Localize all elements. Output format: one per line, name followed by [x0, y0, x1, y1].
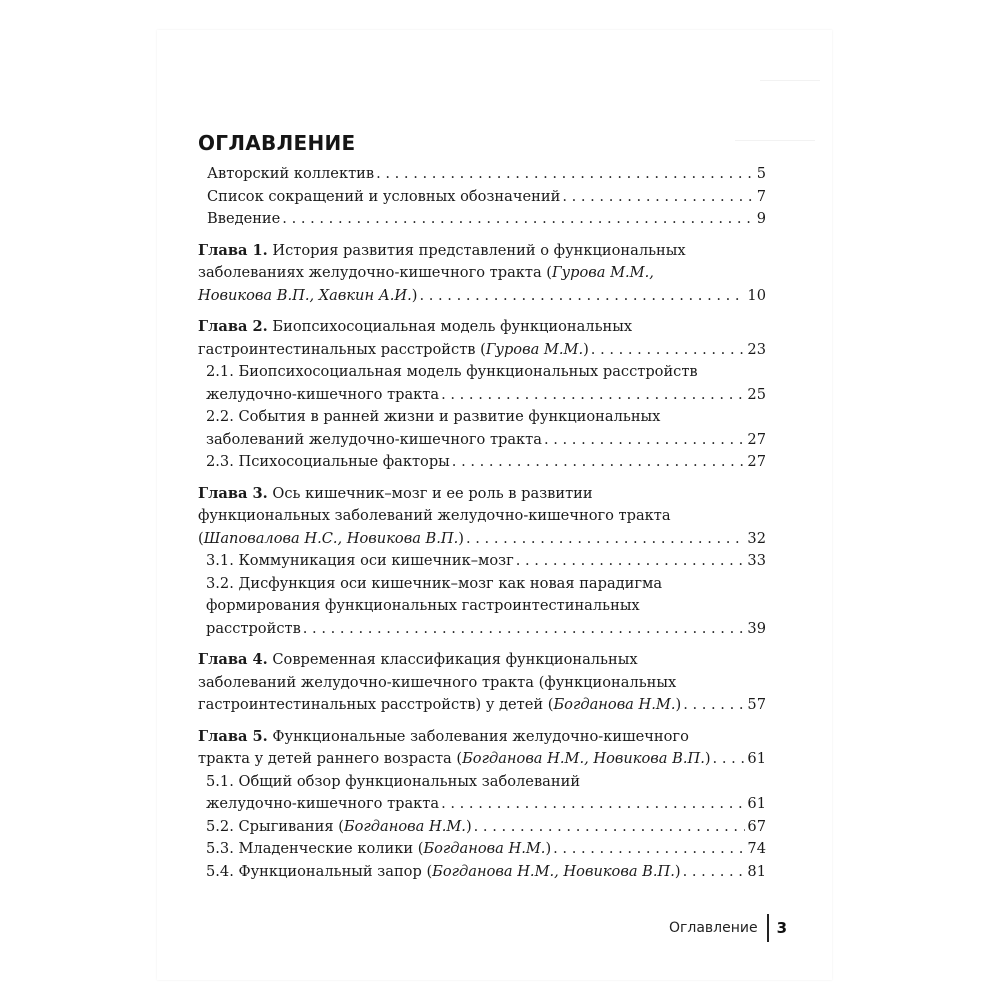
entry-authors: Богданова Н.М., Новикова В.П. — [462, 750, 705, 767]
entry-title: 5.4. Функциональный запор ( — [206, 862, 433, 880]
toc-line — [198, 339, 766, 362]
toc-line-text — [198, 483, 593, 506]
dot-leader — [303, 618, 746, 641]
bleed-through-mark — [760, 80, 820, 81]
toc-line-text — [206, 451, 450, 474]
bleed-through-mark — [735, 140, 815, 141]
toc-line — [206, 771, 766, 794]
toc-line-text — [198, 672, 676, 695]
entry-punctuation: ) — [458, 529, 464, 547]
dot-leader — [466, 528, 745, 551]
toc-subsection[interactable] — [198, 771, 766, 816]
entry-title: Биопсихосоциальная модель функциональных — [267, 318, 633, 335]
toc-line — [198, 262, 766, 285]
toc-line — [206, 861, 766, 884]
running-footer — [669, 914, 787, 942]
dot-leader — [713, 748, 746, 771]
entry-title: желудочно-кишечного тракта — [206, 795, 440, 812]
toc-line — [206, 451, 766, 474]
toc-line — [198, 528, 766, 551]
footer-page-number: 3 — [776, 919, 788, 937]
toc-line — [206, 361, 766, 384]
toc-chapter[interactable] — [198, 726, 766, 771]
entry-title: Авторский коллектив — [207, 165, 375, 182]
entry-authors: Богданова Н.М. — [553, 696, 676, 713]
toc-chapter[interactable] — [198, 240, 766, 308]
toc-entry[interactable] — [198, 163, 766, 186]
toc-chapter[interactable] — [198, 316, 766, 361]
dot-leader — [441, 793, 745, 816]
toc-subsection[interactable] — [198, 406, 766, 451]
toc-line — [207, 208, 766, 231]
toc-line-text — [206, 406, 660, 429]
toc-line — [198, 748, 766, 771]
chapter-label: Глава 3. — [198, 484, 268, 502]
page-number: 27 — [747, 453, 766, 470]
entry-title: Ось кишечник–мозг и ее роль в развитии — [267, 484, 593, 502]
page-number: 81 — [747, 862, 766, 880]
toc-chapter[interactable] — [198, 649, 766, 717]
footer-divider — [767, 914, 769, 942]
toc-line-text — [198, 316, 632, 339]
toc-line-text — [206, 550, 514, 573]
entry-title: 2.3. Психосоциальные факторы — [206, 453, 450, 470]
entry-title: 2.1. Биопсихосоциальная модель функциональных расстройств — [206, 363, 698, 380]
entry-title: гастроинтестинальных расстройств) у детей ( — [198, 696, 554, 713]
page-number: 25 — [747, 385, 766, 403]
entry-title: заболеваниях желудочно-кишечного тракта ( — [198, 264, 552, 281]
toc-line-text — [206, 816, 472, 839]
entry-title: 3.1. Коммуникация оси кишечник–мозг — [206, 552, 514, 569]
entry-title: функциональных заболеваний желудочно-кишечного тракта — [198, 507, 671, 524]
entry-title: 5.1. Общий обзор функциональных заболеваний — [206, 772, 581, 790]
entry-authors: Гурова М.М., — [552, 264, 654, 281]
page-number: 57 — [747, 696, 766, 713]
chapter-label: Глава 5. — [198, 727, 268, 745]
entry-title: История развития представлений о функциональных — [267, 241, 686, 259]
page-number: 74 — [747, 840, 766, 857]
toc-line — [198, 316, 766, 339]
toc-line-text — [198, 726, 689, 749]
footer-section-title: Оглавление — [669, 920, 758, 936]
toc-line — [206, 793, 766, 816]
dot-leader — [562, 186, 754, 209]
toc-line — [207, 163, 766, 186]
toc-line — [198, 505, 766, 528]
toc-subsection[interactable] — [198, 838, 766, 861]
toc-line — [206, 550, 766, 573]
toc-line — [206, 816, 766, 839]
toc-line — [206, 595, 766, 618]
dot-leader — [419, 285, 745, 308]
toc-subsection[interactable] — [198, 573, 766, 641]
entry-title: Современная классификация функциональных — [267, 651, 638, 668]
entry-authors: Богданова Н.М. — [343, 817, 466, 835]
entry-title: заболеваний желудочно-кишечного тракта — [206, 430, 542, 448]
page-number: 67 — [747, 817, 766, 835]
entry-title: 3.2. Дисфункция оси кишечник–мозг как новая парадигма — [206, 574, 663, 592]
page-number: 10 — [747, 286, 766, 304]
toc-subsection[interactable] — [198, 861, 766, 884]
page-number: 33 — [747, 552, 766, 569]
entry-title: 2.2. События в ранней жизни и развитие функциональных — [206, 408, 661, 425]
toc-line — [206, 406, 766, 429]
dot-leader — [683, 694, 745, 717]
chapter-label: Глава 2. — [198, 318, 268, 335]
toc-line-text — [206, 573, 662, 596]
dot-leader — [516, 550, 746, 573]
toc-line-text — [198, 339, 589, 362]
entry-title: расстройств — [206, 619, 301, 637]
toc-line — [198, 285, 766, 308]
page-number: 9 — [756, 210, 766, 227]
page-number: 61 — [747, 750, 766, 767]
entry-punctuation: ) — [545, 840, 552, 857]
page-title: ОГЛАВЛЕНИЕ — [198, 131, 356, 155]
toc-line-text — [198, 240, 686, 263]
dot-leader — [376, 163, 755, 186]
entry-title: ( — [198, 529, 204, 547]
toc-line — [206, 618, 766, 641]
toc-line — [198, 483, 766, 506]
toc-line-text — [198, 528, 464, 551]
entry-punctuation: ) — [675, 696, 682, 713]
page-number: 5 — [756, 165, 766, 182]
toc-line-text — [198, 285, 417, 308]
toc-line-text — [206, 361, 698, 384]
toc-line — [198, 694, 766, 717]
entry-title: желудочно-кишечного тракта — [206, 385, 440, 403]
entry-authors: Богданова Н.М. — [423, 840, 546, 857]
toc-line-text — [198, 262, 654, 285]
entry-punctuation: ) — [411, 286, 418, 304]
entry-authors: Новикова В.П., Хавкин А.И. — [198, 286, 412, 304]
toc-line — [206, 573, 766, 596]
dot-leader — [474, 816, 746, 839]
toc-line — [207, 186, 766, 209]
toc-subsection[interactable] — [198, 451, 766, 474]
dot-leader — [591, 339, 746, 362]
toc-line-text — [198, 694, 681, 717]
toc-entry[interactable] — [198, 186, 766, 209]
toc-line — [206, 429, 766, 452]
dot-leader — [544, 429, 745, 452]
page-number: 27 — [747, 430, 766, 448]
toc-line-text — [206, 618, 301, 641]
toc-line — [198, 649, 766, 672]
entry-title: Введение — [207, 210, 281, 227]
toc-line-text — [207, 163, 374, 186]
entry-authors: Гурова М.М. — [485, 340, 584, 358]
page-number: 61 — [747, 795, 766, 812]
toc-line-text — [206, 861, 681, 884]
page-number: 32 — [747, 529, 766, 547]
dot-leader — [452, 451, 746, 474]
toc-subsection[interactable] — [198, 816, 766, 839]
entry-punctuation: ) — [583, 340, 589, 358]
dot-leader — [683, 861, 746, 884]
dot-leader — [553, 838, 745, 861]
toc-chapter[interactable] — [198, 483, 766, 551]
entry-title: тракта у детей раннего возраста ( — [198, 750, 463, 767]
chapter-label: Глава 4. — [198, 651, 268, 668]
entry-title: гастроинтестинальных расстройств ( — [198, 340, 486, 358]
toc-line-text — [206, 771, 580, 794]
toc-line-text — [206, 384, 439, 407]
toc-line-text — [198, 649, 638, 672]
page-number: 7 — [756, 187, 766, 205]
toc-line-text — [207, 186, 560, 209]
toc-subsection[interactable] — [198, 361, 766, 406]
toc-line-text — [206, 838, 551, 861]
page-number: 39 — [747, 619, 766, 637]
toc-line-text — [206, 595, 640, 618]
entry-authors: Шаповалова Н.С., Новикова В.П. — [203, 529, 459, 547]
toc-line — [198, 726, 766, 749]
toc-line — [198, 240, 766, 263]
entry-title: 5.2. Срыгивания ( — [206, 817, 344, 835]
chapter-label: Глава 1. — [198, 241, 268, 259]
entry-punctuation: ) — [674, 862, 681, 880]
dot-leader — [282, 208, 754, 231]
entry-title: Список сокращений и условных обозначений — [207, 187, 561, 205]
page-number: 23 — [747, 340, 766, 358]
table-of-contents — [198, 163, 766, 883]
toc-subsection[interactable] — [198, 550, 766, 573]
toc-line-text — [198, 748, 711, 771]
entry-authors: Богданова Н.М., Новикова В.П. — [432, 862, 675, 880]
toc-line — [206, 838, 766, 861]
toc-line-text — [206, 793, 439, 816]
toc-line-text — [207, 208, 280, 231]
entry-title: формирования функциональных гастроинтестинальных — [206, 597, 640, 614]
toc-line-text — [198, 505, 671, 528]
toc-line — [206, 384, 766, 407]
entry-punctuation: ) — [704, 750, 711, 767]
toc-line-text — [206, 429, 542, 452]
toc-line — [198, 672, 766, 695]
entry-title: заболеваний желудочно-кишечного тракта (функциональных — [198, 673, 677, 691]
entry-punctuation: ) — [465, 817, 472, 835]
dot-leader — [441, 384, 745, 407]
toc-entry[interactable] — [198, 208, 766, 231]
entry-title: Функциональные заболевания желудочно-кишечного — [267, 727, 689, 745]
entry-title: 5.3. Младенческие колики ( — [206, 840, 424, 857]
